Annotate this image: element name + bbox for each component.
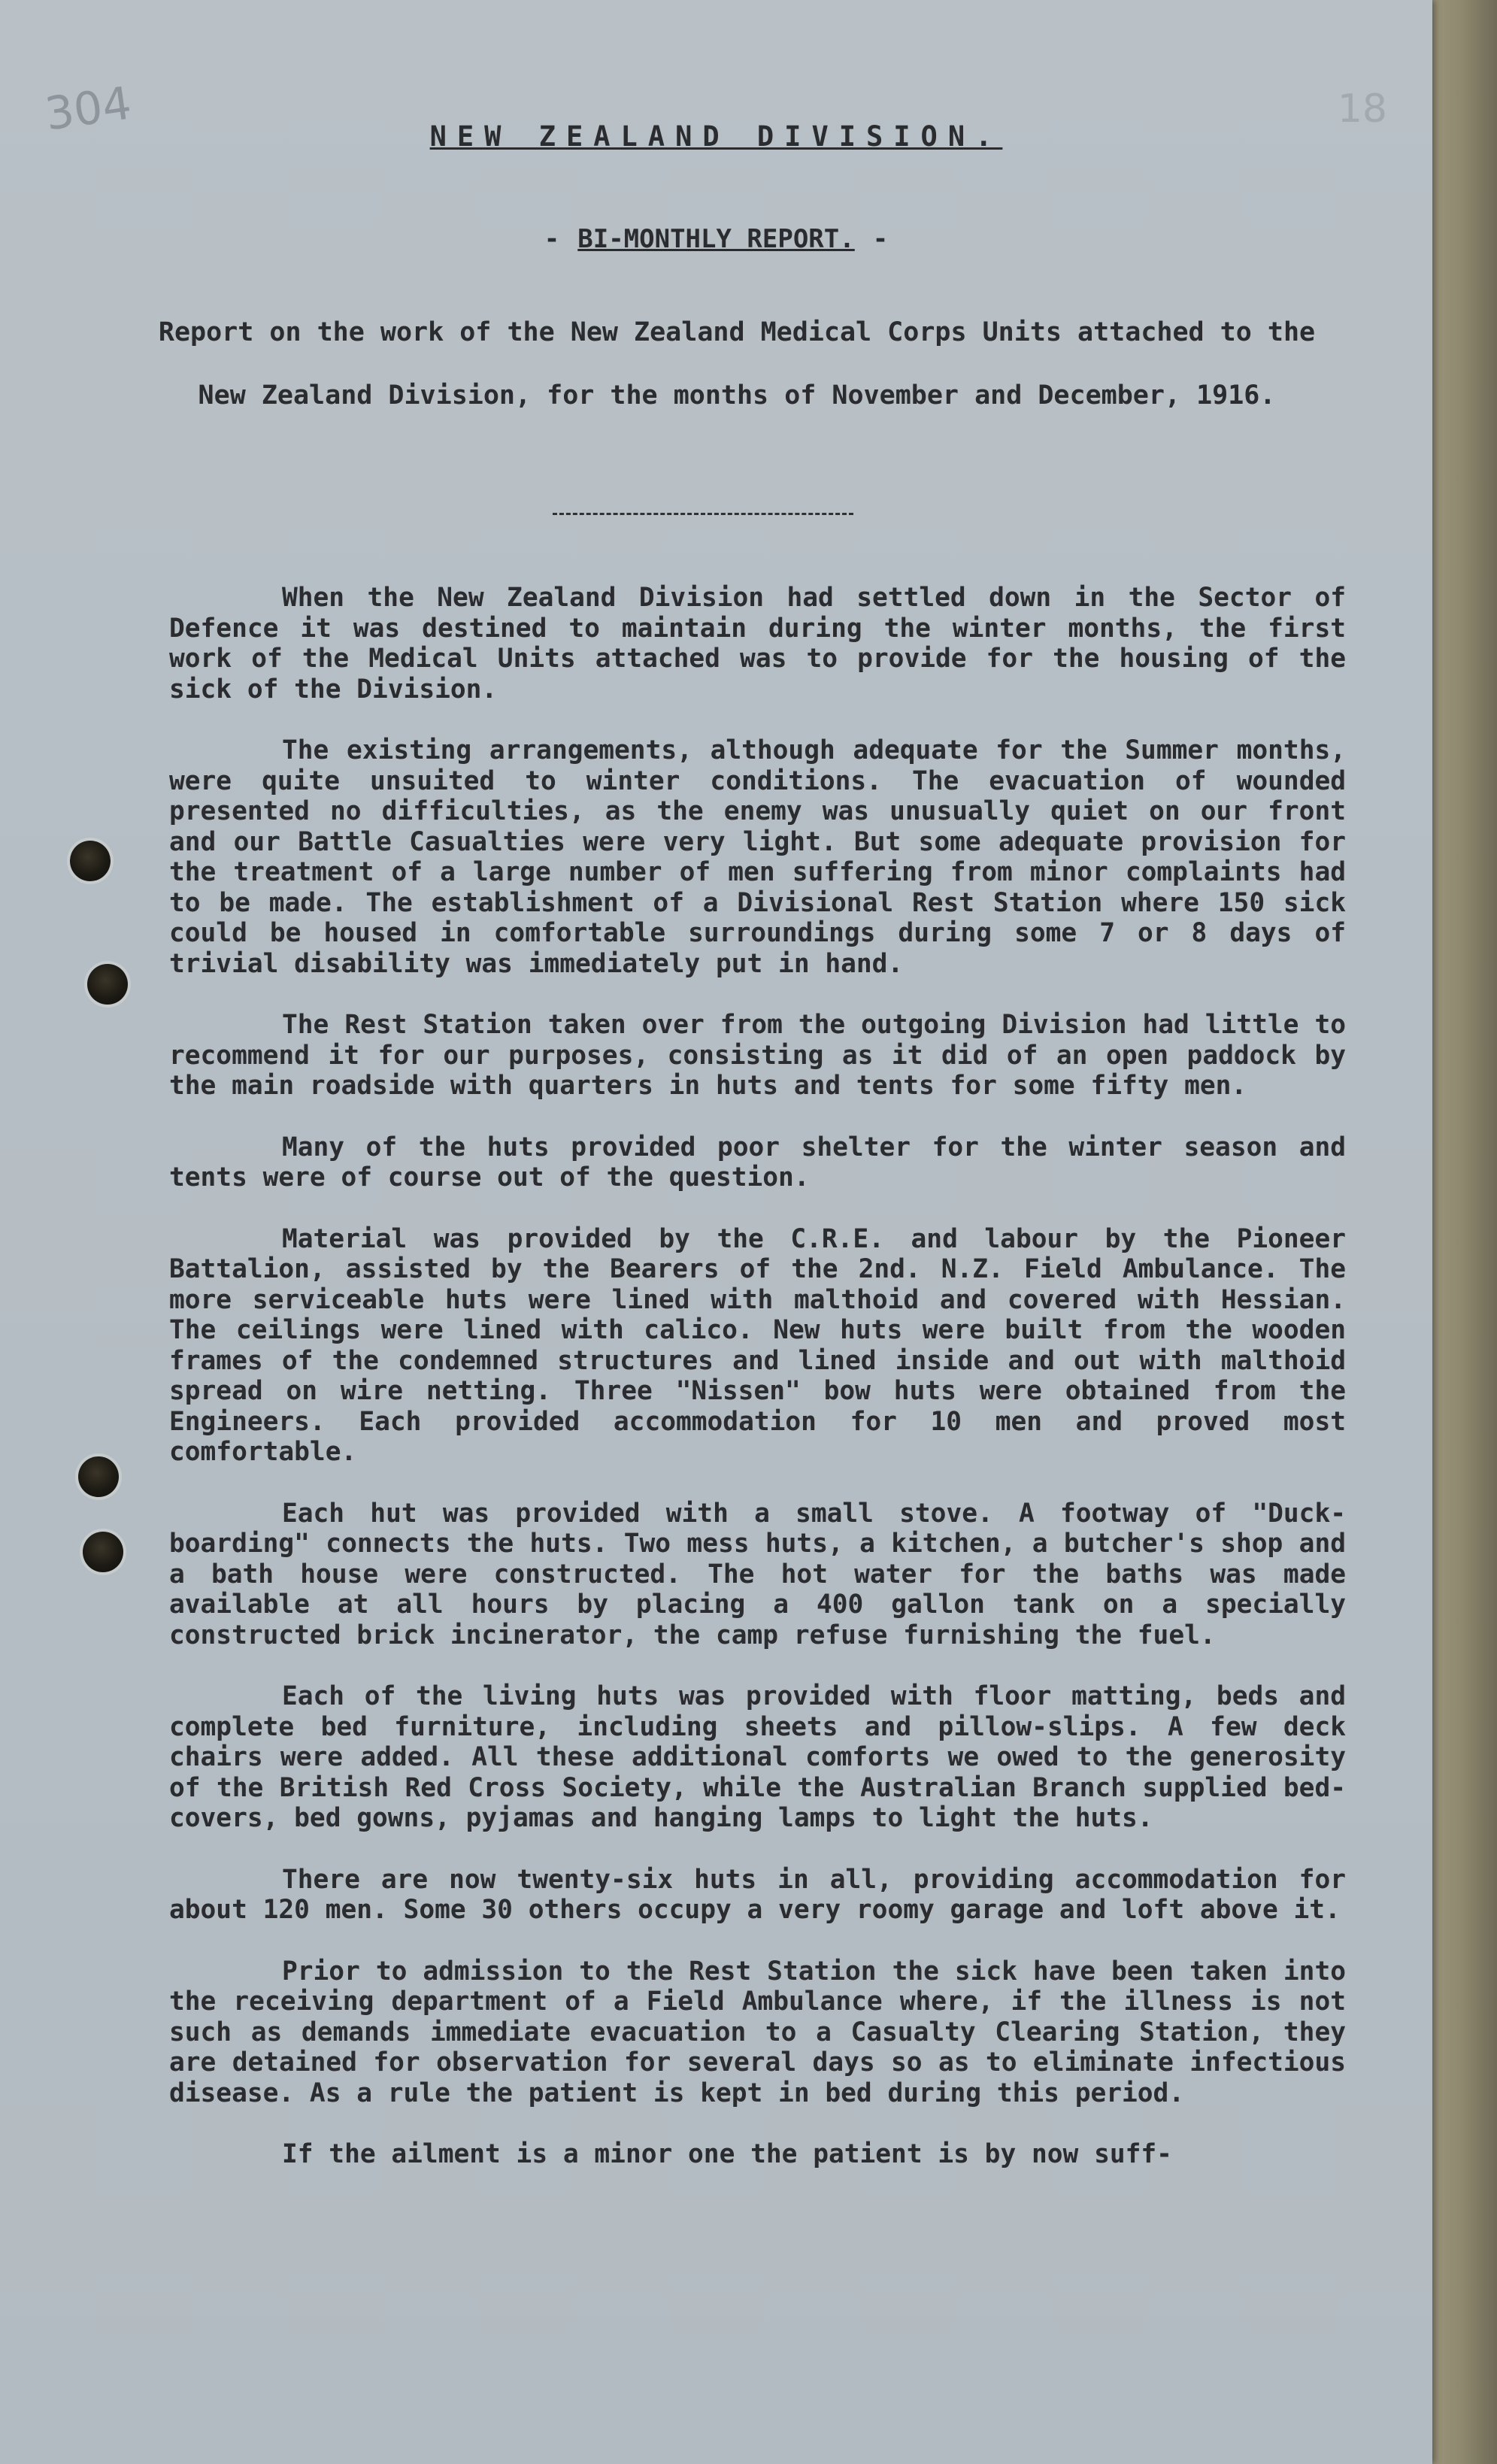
paragraph: Each of the living huts was provided with floor matting, beds and complete bed furniture, including sheets and pillow-slips. A few deck chairs were added. All these additional comforts we owed to the generosity of the British Red Cross Society, while the Australian Branch supplied bed-covers, bed gowns, pyjamas and hanging lamps to light the huts. <box>169 1681 1346 1833</box>
paragraph: Many of the huts provided poor shelter for the winter season and tents were of course out of the question. <box>169 1132 1346 1193</box>
punch-hole <box>87 964 128 1005</box>
document-subheading <box>0 224 1432 254</box>
punch-hole <box>70 841 111 881</box>
page-number: 18 <box>1337 86 1387 132</box>
subheading-title: BI-MONTHLY REPORT. <box>577 224 855 254</box>
paragraph: When the New Zealand Division had settled down in the Sector of Defence it was destined to maintain during the winter months, the first work of the Medical Units attached was to provide for the housing of the sick of the Division. <box>169 583 1346 705</box>
paragraph: There are now twenty-six huts in all, providing accommodation for about 120 men. Some 30 others occupy a very roomy garage and loft above it. <box>169 1864 1346 1925</box>
report-intro: Report on the work of the New Zealand Medical Corps Units attached to the New Zealand Division, for the months of November and December, 1916. <box>158 317 1316 411</box>
paragraph: The Rest Station taken over from the outgoing Division had little to recommend it for our purposes, consisting as it did of an open paddock by the main roadside with quarters in huts and tents for some fifty men. <box>169 1010 1346 1101</box>
section-divider <box>553 513 853 515</box>
folio-number: 304 <box>41 77 135 141</box>
paragraph: If the ailment is a minor one the patient is by now suff- <box>282 2139 1172 2169</box>
paragraph: Each hut was provided with a small stove. A footway of "Duck-boarding" connects the huts. Two mess huts, a kitchen, a butcher's shop and a bath house were constructed. The hot water for the baths was made available at all hours by placing a 400 gallon tank on a specially constructed brick incinerator, the camp refuse furnishing the fuel. <box>169 1498 1346 1650</box>
subheading-dash: - <box>544 224 560 254</box>
punch-hole <box>83 1532 123 1572</box>
paragraph: Material was provided by the C.R.E. and labour by the Pioneer Battalion, assisted by the Bearers of the 2nd. N.Z. Field Ambulance. The more serviceable huts were lined with malthoid and covered with Hessian. The ceilings were lined with calico. New huts were built from the wooden frames of the condemned structures and lined inside and out with malthoid spread on wire netting. Three "Nissen" bow huts were obtained from the Engineers. Each provided accommodation for 10 men and proved most comfortable. <box>169 1223 1346 1467</box>
subheading-dash: - <box>872 224 889 254</box>
paragraph: The existing arrangements, although adequate for the Summer months, were quite unsuited to winter conditions. The evacuation of wounded presented no difficulties, as the enemy was unusually quiet on our front and our Battle Casualties were very light. But some adequate provision for the treatment of a large number of men suffering from minor complaints had to be made. The establishment of a Divisional Rest Station where 150 sick could be housed in comfortable surroundings during some 7 or 8 days of trivial disability was immediately put in hand. <box>169 735 1346 979</box>
punch-hole <box>78 1456 119 1497</box>
report-body <box>169 583 1346 2170</box>
paragraph: Prior to admission to the Rest Station the sick have been taken into the receiving department of a Field Ambulance where, if the illness is not such as demands immediate evacuation to a Casualty Clearing Station, they are detained for observation for several days so as to eliminate infectious disease. As a rule the patient is kept in bed during this period. <box>169 1956 1346 2108</box>
document-heading: NEW ZEALAND DIVISION. <box>429 120 1003 153</box>
